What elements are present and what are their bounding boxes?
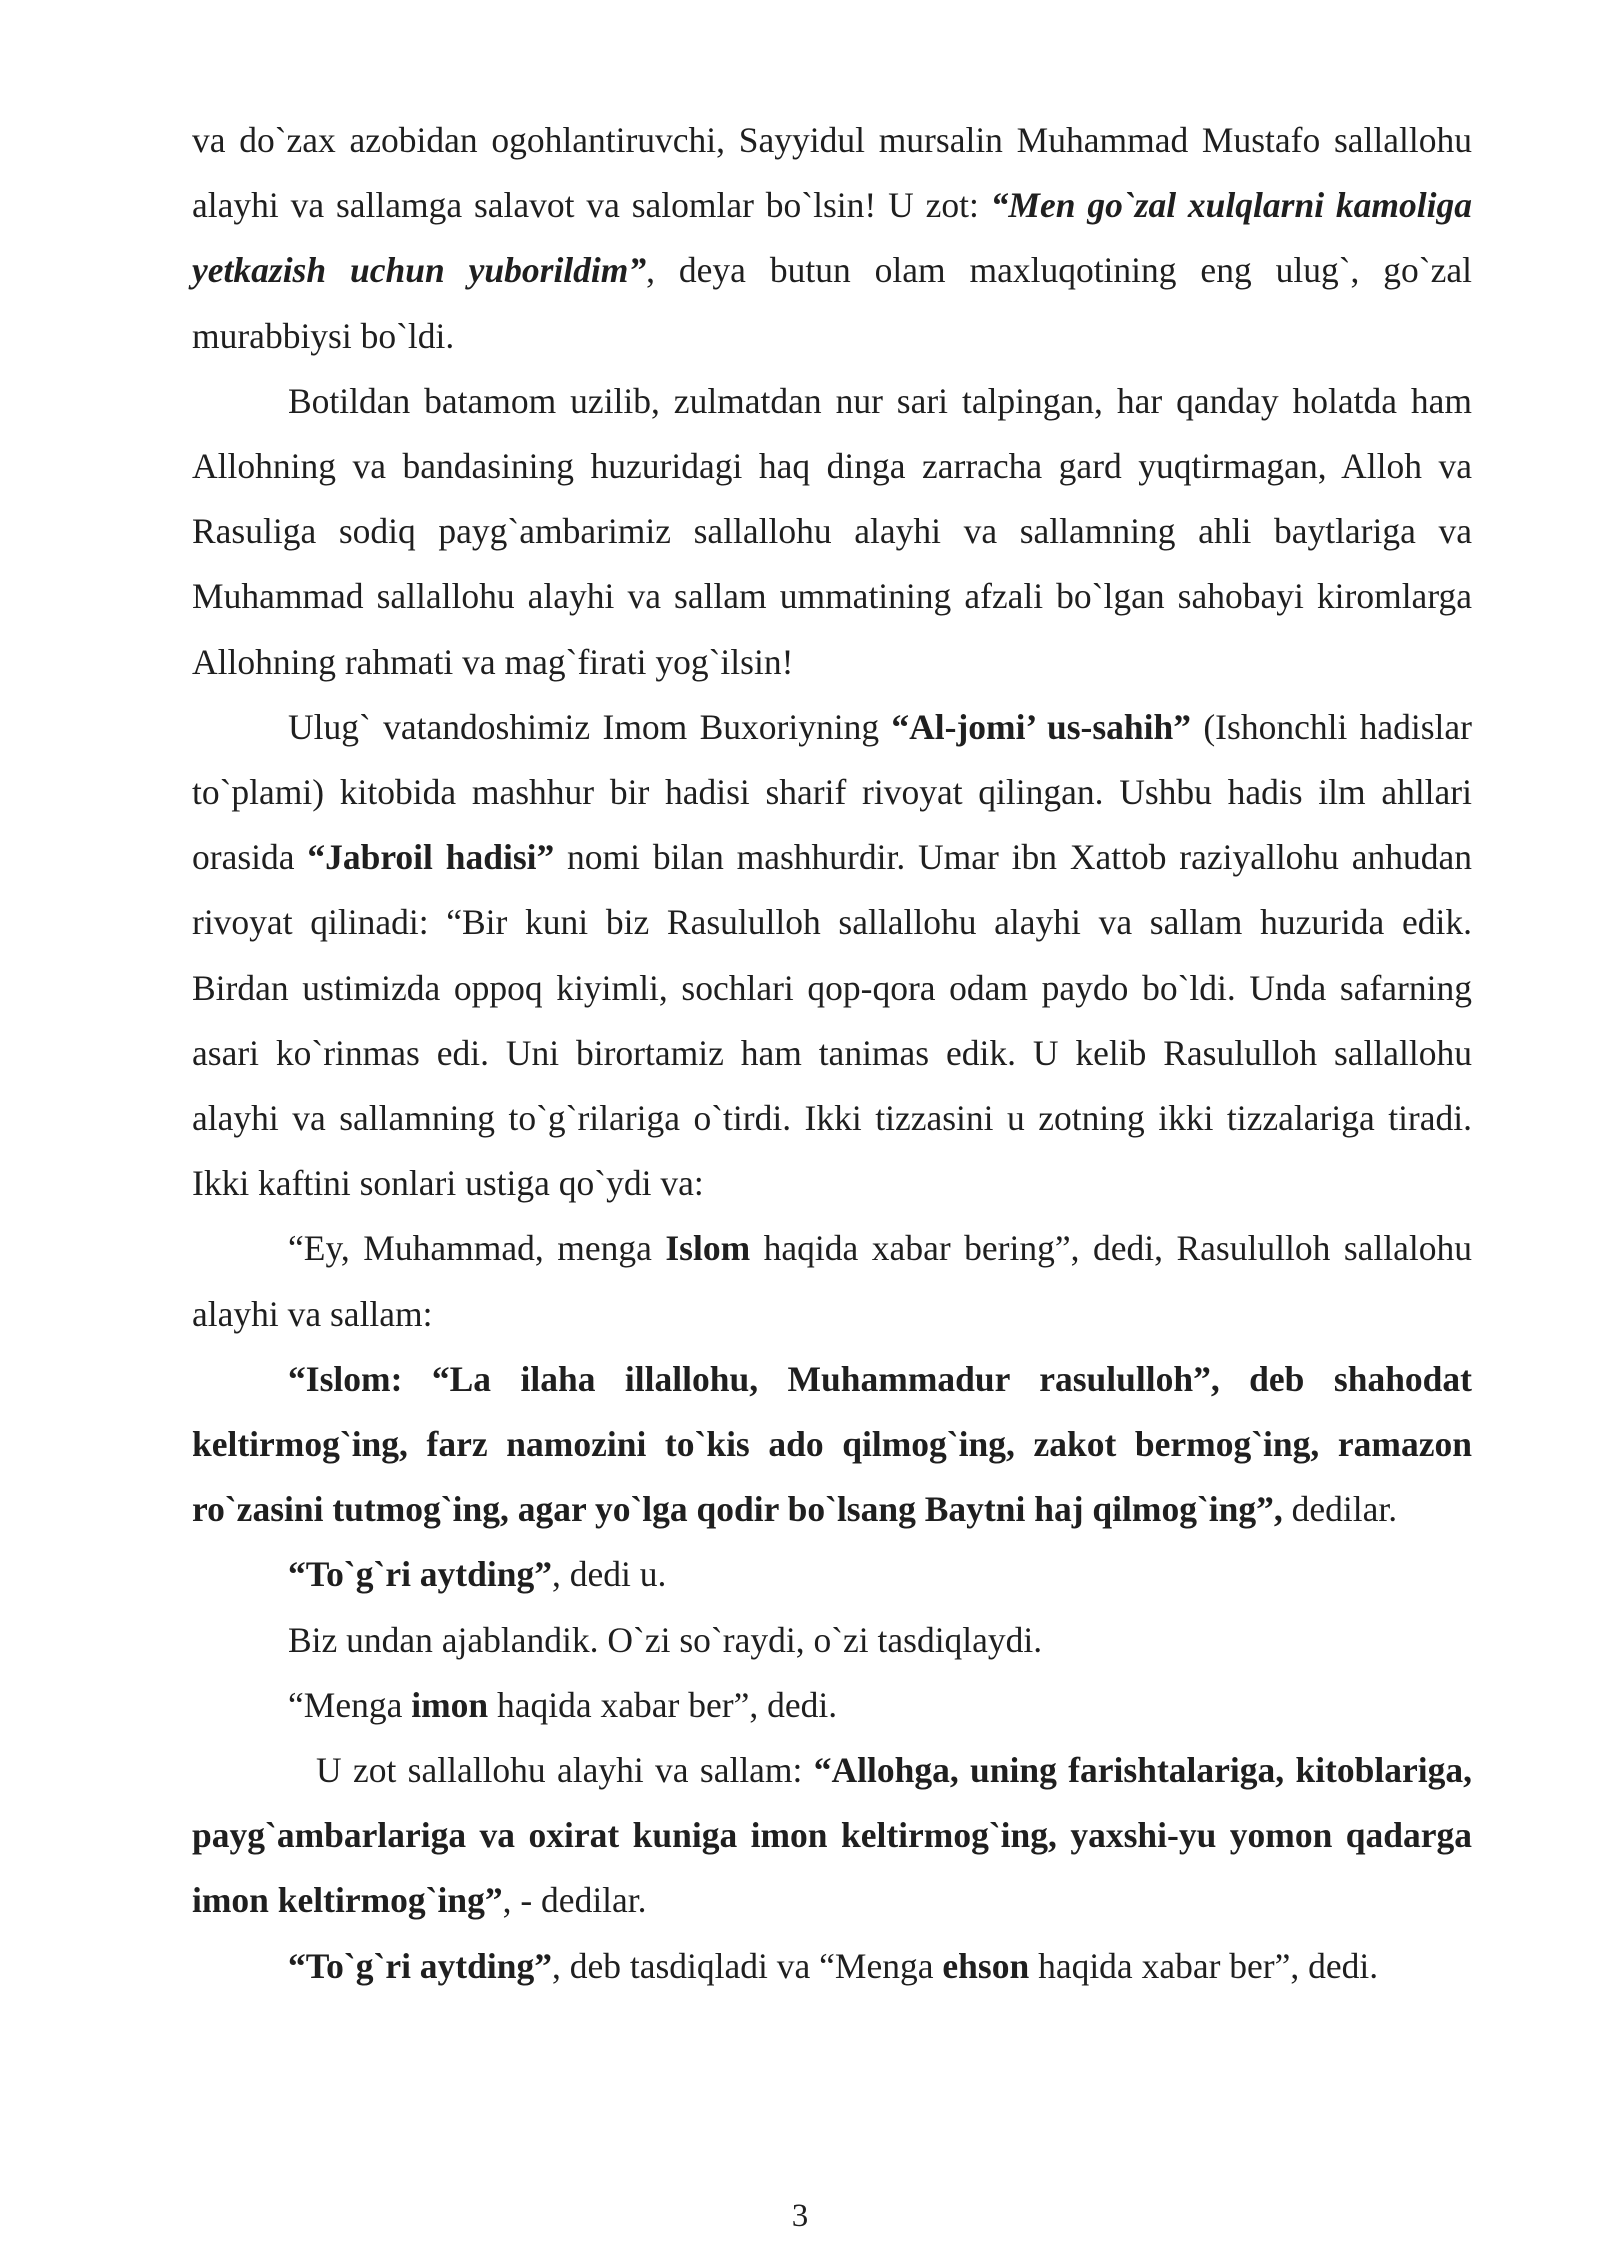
paragraph-3	[192, 695, 1472, 1217]
text-span: , deya butun olam maxluqotining eng ulug`, go`zal murabbiysi bo`ldi.	[192, 250, 1472, 356]
term-bold: imon	[411, 1684, 489, 1725]
quote-bold: “Islom: “La ilaha illallohu, Muhammadur rasululloh”, deb shahodat keltirmog`ing, farz namozini to`kis ado qilmog`ing, zakot bermog`ing, ramazon ro`zasini tutmog`ing, agar yo`lga qodir bo`lsang Baytni haj qilmog`ing”,	[192, 1358, 1472, 1530]
paragraph-5	[192, 1347, 1472, 1543]
text-span: haqida xabar ber”, dedi.	[1029, 1945, 1379, 1986]
text-span: Ulug` vatandoshimiz Imom Buxoriyning	[288, 706, 892, 747]
term-bold: ehson	[942, 1945, 1030, 1986]
text-span: “Menga	[288, 1684, 412, 1725]
quote-bold: “To`g`ri aytding”	[288, 1945, 552, 1986]
quote-bold: “Allohga, uning farishtalariga, kitoblariga, payg`ambarlariga va oxirat kuniga imon keltirmog`ing, yaxshi-yu yomon qadarga imon keltirmog`ing”	[192, 1750, 1472, 1921]
text-span: , deb tasdiqladi va “Menga	[551, 1945, 943, 1986]
paragraph-10	[192, 1934, 1472, 1999]
paragraph-2	[192, 369, 1472, 695]
text-span: haqida xabar ber”, dedi.	[488, 1684, 838, 1725]
text-span: (Ishonchli hadislar to`plami) kitobida mashhur bir hadisi sharif rivoyat qilingan. Ushbu hadis ilm ahllari orasida	[192, 706, 1472, 878]
hadith-name-bold: “Jabroil hadisi”	[307, 837, 555, 878]
text-span: U zot sallallohu alayhi va sallam:	[316, 1750, 814, 1791]
paragraph-1	[192, 108, 1472, 369]
page-number: 3	[791, 2198, 809, 2234]
quote-bold: “To`g`ri aytding”	[288, 1554, 552, 1595]
text-span: va do`zax azobidan ogohlantiruvchi, Sayyidul mursalin Muhammad Mustafo sallallohu alayhi va sallamga salavot va salomlar bo`lsin! U zot:	[192, 120, 1472, 226]
text-span: , - dedilar.	[502, 1880, 647, 1921]
text-span: Botildan batamom uzilib, zulmatdan nur sari talpingan, har qanday holatda ham Allohning va bandasining huzuridagi haq dinga zarracha gard yuqtirmagan, Alloh va Rasuliga sodiq payg`ambarimiz sallallohu alayhi va sallamning ahli baytlariga va Muhammad sallallohu alayhi va sallam ummatining afzali bo`lgan sahobayi kiromlarga Allohning rahmati va mag`firati yog`ilsin!	[192, 380, 1472, 682]
paragraph-6	[192, 1542, 1472, 1607]
quote-bold-italic: “Men go`zal xulqlarni kamoliga yetkazish uchun yuborildim”	[192, 185, 1472, 291]
document-page	[192, 108, 1472, 1999]
text-span: dedilar.	[1282, 1489, 1398, 1530]
paragraph-4	[192, 1216, 1472, 1346]
paragraph-8	[192, 1673, 1472, 1738]
term-bold: Islom	[665, 1228, 751, 1269]
paragraph-7	[192, 1608, 1472, 1673]
paragraph-9	[192, 1738, 1472, 1934]
text-span: , dedi u.	[551, 1554, 667, 1595]
text-span: Biz undan ajablandik. O`zi so`raydi, o`zi tasdiqlaydi.	[288, 1619, 1043, 1660]
text-span: “Ey, Muhammad, menga	[288, 1228, 666, 1269]
text-span: haqida xabar bering”, dedi, Rasululloh sallalohu alayhi va sallam:	[192, 1228, 1472, 1334]
book-title-bold: “Al-jomi’ us-sahih”	[891, 706, 1192, 747]
text-span: nomi bilan mashhurdir. Umar ibn Xattob raziyallohu anhudan rivoyat qilinadi: “Bir kuni biz Rasululloh sallallohu alayhi va sallam huzurida edik. Birdan ustimizda oppoq kiyimli, sochlari qop-qora odam paydo bo`ldi. Unda safarning asari ko`rinmas edi. Uni birortamiz ham tanimas edik. U kelib Rasululloh sallallohu alayhi va sallamning to`g`rilariga o`tirdi. Ikki tizzasini u zotning ikki tizzalariga tiradi. Ikki kaftini sonlari ustiga qo`ydi va:	[192, 837, 1472, 1204]
